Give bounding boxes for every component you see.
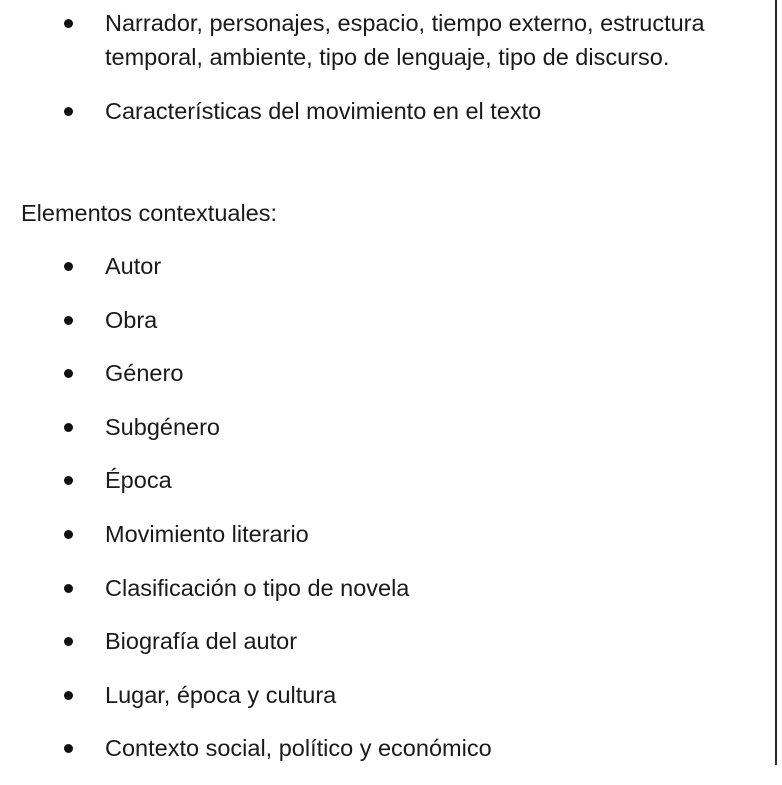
text-elements-list	[0, 6, 777, 148]
list-item-text: Época	[105, 467, 172, 494]
contextual-elements-list	[0, 249, 777, 785]
list-item-text: Lugar, época y cultura	[105, 681, 337, 708]
bullet-icon	[64, 19, 73, 28]
list-item	[0, 94, 777, 128]
list-item	[0, 303, 777, 337]
list-item-text: Biografía del autor	[105, 628, 298, 655]
list-item-text: Narrador, personajes, espacio, tiempo externo, estructura temporal, ambiente, tipo de lenguaje, tipo de discurso.	[105, 10, 705, 70]
list-item	[0, 571, 777, 605]
bullet-icon	[64, 530, 73, 539]
bullet-icon	[64, 262, 73, 271]
list-item-text: Características del movimiento en el texto	[105, 98, 542, 124]
list-item	[0, 410, 777, 444]
list-item	[0, 249, 777, 283]
list-item	[0, 6, 777, 74]
list-item-text: Movimiento literario	[105, 520, 309, 547]
list-item-text: Obra	[105, 306, 158, 333]
bullet-icon	[64, 691, 73, 700]
bullet-icon	[64, 423, 73, 432]
list-item-text: Clasificación o tipo de novela	[105, 574, 410, 601]
list-item	[0, 624, 777, 658]
list-item-text: Autor	[105, 253, 162, 279]
bullet-icon	[64, 369, 73, 378]
bullet-icon	[64, 316, 73, 325]
list-item-text: Contexto social, político y económico	[105, 735, 492, 762]
list-item	[0, 678, 777, 712]
list-item	[0, 463, 777, 497]
bullet-icon	[64, 476, 73, 485]
list-item	[0, 731, 777, 765]
bullet-icon	[64, 107, 73, 116]
bullet-icon	[64, 584, 73, 593]
list-item-text: Subgénero	[105, 413, 220, 440]
list-item-text: Género	[105, 360, 184, 387]
bullet-icon	[64, 744, 73, 753]
bullet-icon	[64, 637, 73, 646]
list-item	[0, 517, 777, 551]
section-heading: Elementos contextuales:	[21, 200, 278, 226]
list-item	[0, 356, 777, 390]
